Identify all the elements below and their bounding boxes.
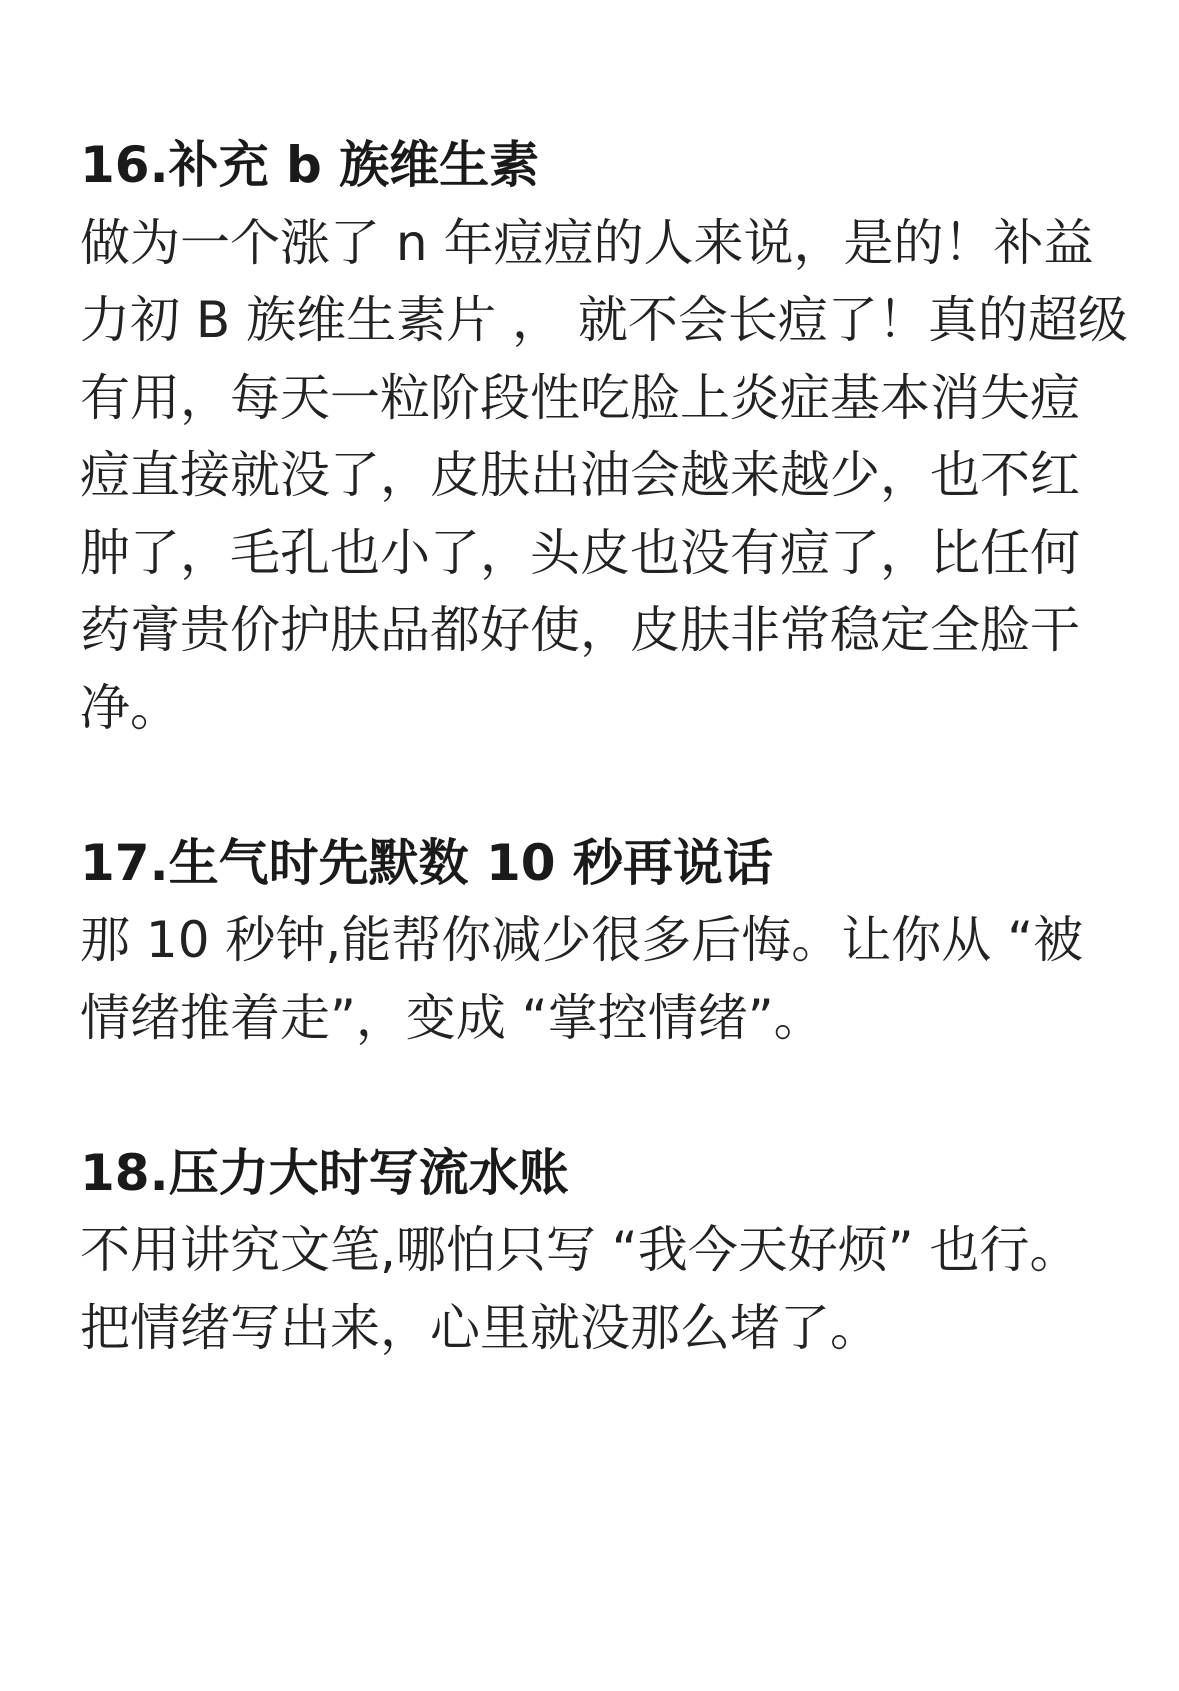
tip-text-line: 药膏贵价护肤品都好使，皮肤非常稳定全脸干	[80, 601, 1080, 659]
tip-text-line: 痘直接就没了，皮肤出油会越来越少，也不红	[80, 446, 1080, 504]
tip-text-line: 那 10 秒钟,能帮你减少很多后悔。让你从 “被	[80, 911, 1084, 969]
tip-text-line: 情绪推着走”，变成 “掌控情绪”。	[80, 988, 824, 1047]
tip-text-line: 不用讲究文笔,哪怕只写 “我今天好烦” 也行。	[80, 1221, 1080, 1279]
tip-title: 18.压力大时写流水账	[80, 1143, 569, 1202]
tip-text-line: 把情绪写出来，心里就没那么堵了。	[80, 1298, 880, 1357]
tip-text-line: 力初 B 族维生素片 ， 就不会长痘了！真的超级	[80, 291, 1128, 349]
tip-text-line: 有用，每天一粒阶段性吃脸上炎症基本消失痘	[80, 368, 1080, 427]
tip-title: 17.生气时先默数 10 秒再说话	[80, 833, 773, 892]
tip-title: 16.补充 b 族维生素	[80, 136, 540, 194]
tip-section-16	[80, 127, 1128, 747]
tip-text-line: 净。	[80, 678, 180, 737]
tip-text-line: 肿了，毛孔也小了，头皮也没有痘了，比任何	[80, 523, 1080, 582]
tip-section-17	[80, 825, 1099, 1058]
tip-section-18	[80, 1135, 1099, 1368]
tip-text-line: 做为一个涨了 n 年痘痘的人来说，是的！补益	[80, 213, 1094, 272]
